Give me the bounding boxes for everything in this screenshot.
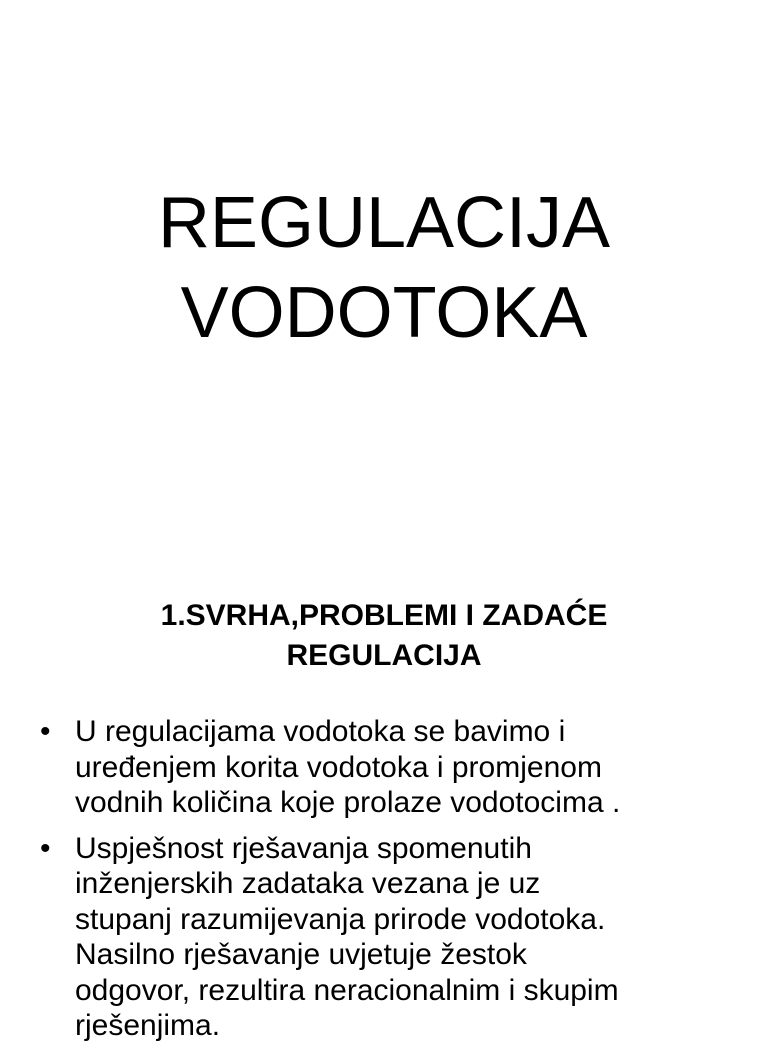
bullet-text — [75, 831, 750, 1044]
bullet-line: vodnih količina koje prolaze vodotocima . — [75, 786, 621, 819]
section-heading — [0, 596, 768, 676]
page-title-line-1: REGULACIJA — [157, 183, 611, 263]
bullet-line: rješenjima. — [75, 1009, 221, 1042]
section-heading-line-2: REGULACIJA — [286, 639, 482, 672]
list-item — [40, 831, 750, 1044]
bullet-line: uređenjem korita vodotoka i promjenom — [75, 750, 602, 784]
bullet-marker: • — [40, 831, 51, 865]
section-heading-line-1: 1.SVRHA,PROBLEMI I ZADAĆE — [160, 599, 608, 632]
page-title-line-2: VODOTOKA — [180, 273, 588, 353]
bullet-list — [40, 714, 750, 1054]
bullet-line: odgovor, rezultira neracionalnim i skupim — [75, 973, 619, 1007]
bullet-line: Uspješnost rješavanja spomenutih — [75, 831, 532, 865]
bullet-line: inženjerskih zadataka vezana je uz — [75, 867, 541, 900]
page-title — [0, 178, 768, 358]
bullet-line: Nasilno rješavanje uvjetuje žestok — [75, 938, 527, 971]
list-item — [40, 714, 750, 821]
bullet-line: U regulacijama vodotoka se bavimo i — [75, 715, 566, 748]
bullet-line: stupanj razumijevanja prirode vodotoka. — [75, 902, 606, 936]
bullet-marker: • — [40, 715, 51, 748]
bullet-text — [75, 714, 750, 821]
